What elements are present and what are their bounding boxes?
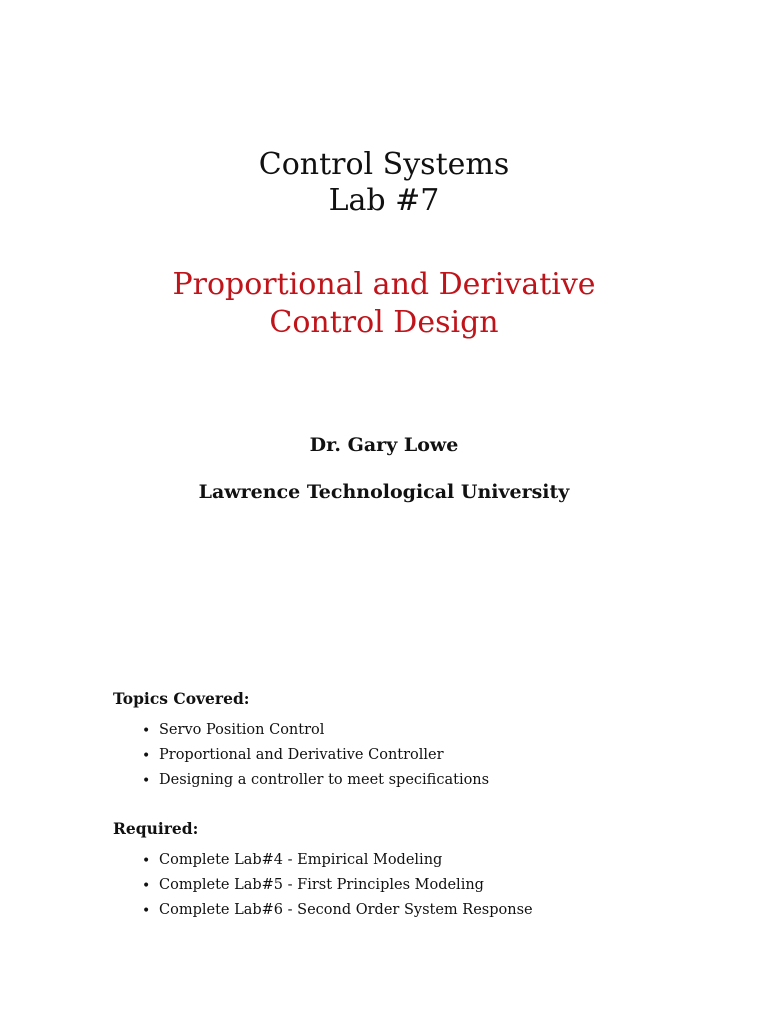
bullet-icon: • [142,773,151,789]
title-block [0,147,768,219]
topics-list [113,718,713,793]
subtitle-line: Proportional and Derivative [172,267,596,302]
list-item [113,768,713,793]
list-item-text: Complete Lab#6 - Second Order System Response [159,902,533,918]
list-item-text: Proportional and Derivative Controller [159,747,444,763]
list-item [113,898,713,923]
required-heading: Required: [113,819,199,838]
subtitle-block [0,266,768,342]
title-line: Lab #7 [328,183,440,218]
list-item-text: Complete Lab#5 - First Principles Modeling [159,877,484,893]
list-item-text: Servo Position Control [159,722,325,738]
required-list [113,848,713,923]
bullet-icon: • [142,748,151,764]
bullet-icon: • [142,853,151,869]
list-item [113,873,713,898]
list-item-text: Complete Lab#4 - Empirical Modeling [159,852,443,868]
list-item [113,718,713,743]
topics-section [113,688,713,793]
affiliation: Lawrence Technological University [198,481,570,503]
required-section [113,818,713,923]
bullet-icon: • [142,723,151,739]
subtitle-line: Control Design [269,305,499,340]
bullet-icon: • [142,903,151,919]
bullet-icon: • [142,878,151,894]
topics-heading: Topics Covered: [113,689,250,708]
list-item-text: Designing a controller to meet specifications [159,772,490,788]
author-name: Dr. Gary Lowe [309,434,459,456]
list-item [113,848,713,873]
title-line: Control Systems [258,147,510,182]
list-item [113,743,713,768]
